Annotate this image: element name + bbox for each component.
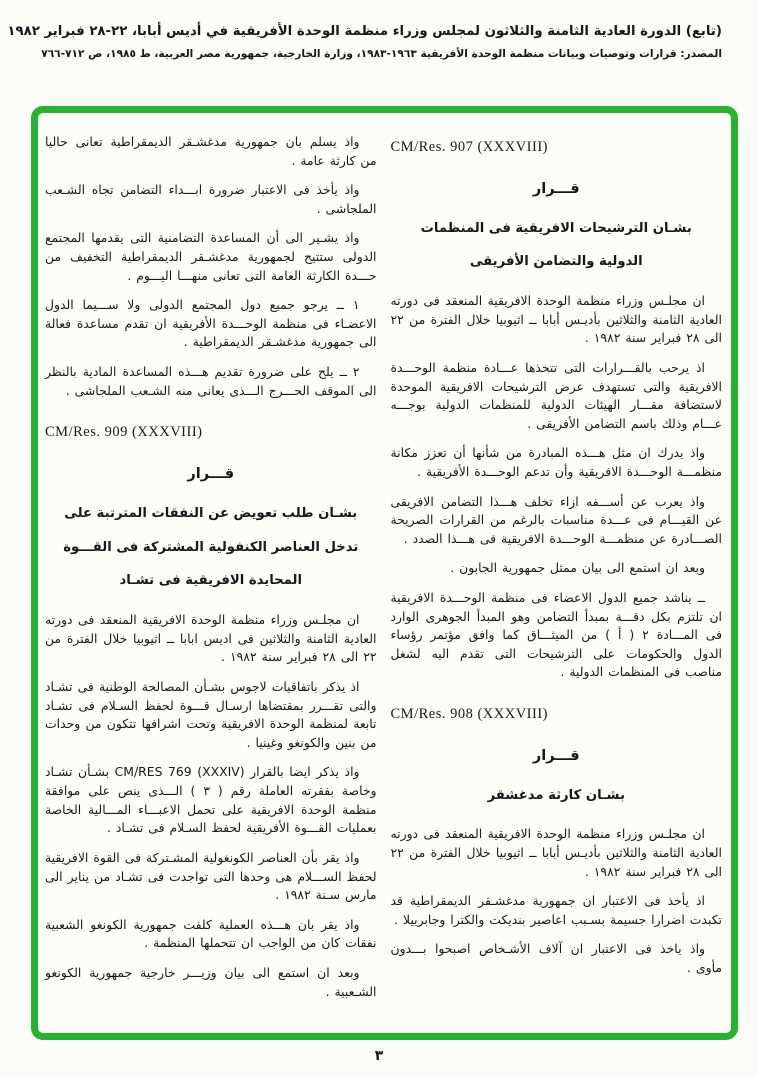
paragraph: اذ يرحب بالقـــرارات التى تتخذها عـــادة منظمة الوحـــدة الافريقية والتى تستهدف عرض الترشيحات الافريقية الموحدة لاستضافة مقـــار الهيئات الدولية للمنظمات الدولية بوجـــه عـــام وذلك باسم التضامن الأفريقى . — [390, 359, 722, 431]
resolution-subtitle-909-line3: المحايدة الافريقية فى تشـاد — [119, 573, 302, 589]
paragraph: ان مجلـس وزراء منظمة الوحدة الافريقية المنعقد فى دورته العادية الثامنة والثلاثين فى اديس ابابا ــ اثيوبيا خلال الفترة من ٢٢ الى ٢٨ فبراير سنة ١٩٨٢ . — [45, 612, 377, 665]
paragraph: وبعد ان استمع الى بيان ممثل جمهورية الجابون . — [450, 560, 705, 576]
paragraph: ان مجلـس وزراء منظمة الوحدة الافريقية المنعقد فى دورته العادية الثامنة والثلاثين بأديـس أبابا ــ اثيوبيا خلال الفترة من ٢٢ الى ٢٨ فبراير سنة ١٩٨٢ . — [390, 293, 722, 346]
paragraph: وبعد ان استمع الى بيان وزيـــر خارجية جمهورية الكونغو الشـعبية . — [45, 964, 377, 999]
paragraph: ــ يناشد جميع الدول الاعضاء فى منظمة الوحـــدة الافريقية ان تلتزم بكل دقـــة بمبدأ التضامن وهو المبدأ الجوهرى الوارد فى المـــادة ٢ ( أ ) من الميثـــاق كما وافق مؤتمر رؤساء الدول والحكومات على الترشيحات التى تقدم اليه لشغل مناصب فى المنظمات الدولية . — [390, 590, 722, 680]
paragraph: ٢ ــ يلح على ضرورة تقديم هـــذه المساعدة المادية بالنظر الى الموقف الحـــرج الـــذى يعانى منه الشـعب الملجاشى . — [45, 364, 377, 398]
session-title: (تابع) الدورة العادية الثامنة والثلاثون لمجلس وزراء منظمة الوحدة الأفريقية في أديس أبابا، ٢٢-٢٨ فبراير ١٩٨٢ — [7, 24, 722, 39]
left-column — [45, 133, 377, 1033]
paragraph: واذ يذكر ايضا بالقرار CM/RES 769 (XXXIV) بشـأن تشـاد وخاصة بفقرته العاملة رقم ( ٣ ) الـــذى ينص على موافقة منظمة الوحدة الافريقية على تحمل الاعبـــاء المـــالية الخاصة بعمليات القـــوة الأفريقية لحفظ السـلام فى تشـاد . — [45, 764, 377, 836]
decision-heading-908: قـــرار — [532, 747, 580, 764]
paragraph: واذ يسلم بان جمهورية مدغشـقر الديمقراطية تعانى حاليا من كارثة عامة . — [45, 134, 377, 168]
source-citation: المصدر: قرارات وتوصيات وبيانات منظمة الوحدة الأفريقية ١٩٦٣-١٩٨٣، وزارة الخارجية، جمهورية مصر العربية، ط ١٩٨٥، ص ٧١٢-٧٦٦ — [41, 48, 722, 60]
paragraph: واذ يقر بأن العناصر الكونغولية المشـتركة فى القوة الافريقية لحفظ الســـلام هى وحدها التى تواجدت فى تشـاد من يناير الى مارس سـنة ١٩٨٢ . — [45, 849, 377, 903]
resolution-subtitle-907-line1: بشـان الترشيحات الافريقية فى المنظمات — [420, 220, 692, 236]
page-number: ٣ — [374, 1048, 384, 1064]
paragraph: ان مجلـس وزراء منظمة الوحدة الافريقية المنعقد فى دورته العادية الثامنة والثلاثين بأديـس أبابا ــ اثيوبيا خلال الفترة من ٢٢ الى ٢٨ فبراير سنة ١٩٨٢ . — [390, 826, 722, 879]
paragraph: واذ يشـير الى أن المساعدة التضامنية التى يقدمها المجتمع الدولى ستتيح لجمهورية مدغشـقر الديمقراطية التخفيف من حـــدة الكارثة العامة التى تعانى منهـــا اليـــوم . — [45, 230, 377, 283]
resolution-id-909: CM/Res. 909 (XXXVIII) — [45, 424, 203, 441]
paragraph: اذ يذكر باتفاقيات لاجوس بشـأن المصالحة الوطنية فى تشـاد والتى تقـــرر بمقتضاها ارسـال قـــوة لحفظ السـلام فى تشـاد تابعة لمنظمة الوحدة الافريقية وتحت اشرافها تتكون من وحدات من بنين والكونغو وغينيا . — [45, 679, 377, 750]
resolution-id-907: CM/Res. 907 (XXXVIII) — [390, 139, 548, 155]
paragraph: ١ ــ يرجو جميع دول المجتمع الدولى ولا ســـيما الدول الاعضـاء فى منظمة الوحـــدة الأفريقية ان تقدم مساعدة فعالة الى جمهورية مدغشـقر الديمقراطية . — [45, 297, 377, 350]
paragraph: اذ يأخذ فى الاعتبار ان جمهورية مدغشـقر الديمقراطية قد تكبدت اضرارا جسيمة بسـبب اعاصير بنديكت والكترا وجابرييلا . — [390, 893, 722, 927]
paragraph: واذ يعرب عن أســـفه ازاء تخلف هـــذا التضامن الافريقى عن القيـــام فى عـــدة مناسبات بالرغم من القرارات الصريحة الصـــادرة عن منظمـــة الوحـــدة الافريقية فى هـــذا الصدد . — [390, 493, 722, 546]
resolution-id-908: CM/Res. 908 (XXXVIII) — [390, 706, 548, 723]
resolution-subtitle-907-line2: الدولية والتضامن الأفريقى — [469, 254, 643, 270]
paragraph: واذ ياخذ فى الاعتبار ان آلاف الأشـخاص اصبحوا بـــدون مأوى . — [390, 941, 722, 976]
paragraph: واذ يقر بان هـــذه العملية كلفت جمهورية الكونغو الشعبية نفقات كان من الواجب ان تتحملها المنظمة . — [45, 916, 377, 951]
right-column — [391, 133, 723, 1033]
resolution-subtitle-909-line2: تدخل العناصر الكنفولية المشتركة فى القـــوة — [63, 539, 359, 555]
resolution-subtitle-908: بشـان كارثة مدغشقر — [487, 787, 625, 803]
decision-heading-907: قـــرار — [532, 180, 580, 197]
paragraph: واذ يدرك ان مثل هـــذه المبادرة من شأنها أن تعزز مكانة منظمـــة الوحـــدة الافريقية وأن تدعم الوحـــدة الأفريقية . — [390, 445, 722, 479]
page-header — [7, 24, 722, 60]
decision-heading-909: قـــرار — [187, 466, 235, 483]
resolution-subtitle-909-line1: بشـان طلب تعويض عن النفقات المترتبة على — [64, 505, 358, 521]
document-frame — [31, 106, 738, 1040]
paragraph: واذ يأخذ فى الاعتبار ضرورة ابـــداء التضامن تجاه الشـعب الملجاشى . — [45, 182, 377, 216]
two-column-layout — [38, 113, 731, 1033]
